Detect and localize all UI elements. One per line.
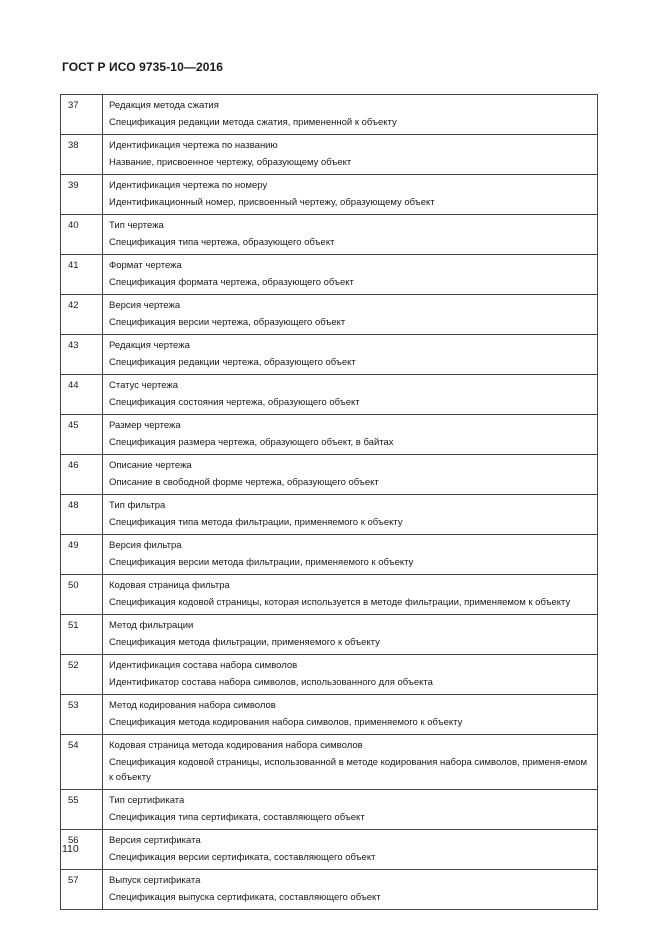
item-description: Спецификация типа метода фильтрации, применяемого к объекту xyxy=(109,517,403,528)
item-title: Выпуск сертификата xyxy=(109,875,201,886)
table-row xyxy=(61,95,598,135)
row-number: 44 xyxy=(61,375,103,415)
table-row xyxy=(61,215,598,255)
item-title: Версия чертежа xyxy=(109,300,181,311)
row-number: 56 xyxy=(61,830,103,870)
item-title: Редакция метода сжатия xyxy=(109,100,219,111)
row-number: 37 xyxy=(61,95,103,135)
row-number: 38 xyxy=(61,135,103,175)
item-description: Спецификация метода кодирования набора символов, применяемого к объекту xyxy=(109,717,463,728)
row-number: 43 xyxy=(61,335,103,375)
row-content xyxy=(103,295,598,335)
table-row xyxy=(61,455,598,495)
row-content xyxy=(103,535,598,575)
row-number: 55 xyxy=(61,790,103,830)
row-number: 48 xyxy=(61,495,103,535)
item-title: Метод фильтрации xyxy=(109,620,194,631)
page-number: 110 xyxy=(62,843,79,855)
row-number: 45 xyxy=(61,415,103,455)
table-row xyxy=(61,655,598,695)
item-title: Редакция чертежа xyxy=(109,340,190,351)
specification-table xyxy=(60,94,598,910)
item-description: Идентификатор состава набора символов, использованного для объекта xyxy=(109,677,433,688)
item-title: Размер чертежа xyxy=(109,420,181,431)
item-description: Спецификация кодовой страницы, использованной в методе кодирования набора символов, применя-емом к объекту xyxy=(109,757,588,783)
row-number: 42 xyxy=(61,295,103,335)
table-row xyxy=(61,415,598,455)
row-content xyxy=(103,870,598,910)
row-content xyxy=(103,135,598,175)
row-content xyxy=(103,175,598,215)
row-content xyxy=(103,455,598,495)
row-number: 50 xyxy=(61,575,103,615)
row-number: 51 xyxy=(61,615,103,655)
item-description: Спецификация версии чертежа, образующего объект xyxy=(109,317,346,328)
item-title: Идентификация чертежа по номеру xyxy=(109,180,268,191)
table-row xyxy=(61,255,598,295)
row-number: 46 xyxy=(61,455,103,495)
item-description: Спецификация редакции чертежа, образующего объект xyxy=(109,357,356,368)
row-content xyxy=(103,735,598,790)
item-title: Тип фильтра xyxy=(109,500,166,511)
item-description: Спецификация формата чертежа, образующего объект xyxy=(109,277,354,288)
row-content xyxy=(103,215,598,255)
item-title: Версия фильтра xyxy=(109,540,182,551)
row-content xyxy=(103,95,598,135)
item-title: Описание чертежа xyxy=(109,460,192,471)
row-number: 39 xyxy=(61,175,103,215)
item-description: Спецификация метода фильтрации, применяемого к объекту xyxy=(109,637,380,648)
row-content xyxy=(103,255,598,295)
specification-table-body xyxy=(61,95,598,910)
item-description: Спецификация редакции метода сжатия, примененной к объекту xyxy=(109,117,397,128)
row-number: 52 xyxy=(61,655,103,695)
row-number: 53 xyxy=(61,695,103,735)
item-title: Статус чертежа xyxy=(109,380,179,391)
item-description: Спецификация версии метода фильтрации, применяемого к объекту xyxy=(109,557,414,568)
row-number: 40 xyxy=(61,215,103,255)
item-description: Описание в свободной форме чертежа, образующего объект xyxy=(109,477,379,488)
table-row xyxy=(61,575,598,615)
item-title: Тип чертежа xyxy=(109,220,164,231)
table-row xyxy=(61,735,598,790)
table-row xyxy=(61,615,598,655)
table-row xyxy=(61,535,598,575)
item-description: Спецификация типа чертежа, образующего объект xyxy=(109,237,335,248)
row-content xyxy=(103,335,598,375)
row-content xyxy=(103,695,598,735)
row-content xyxy=(103,790,598,830)
row-content xyxy=(103,655,598,695)
row-content xyxy=(103,415,598,455)
item-title: Формат чертежа xyxy=(109,260,182,271)
table-row xyxy=(61,375,598,415)
item-description: Спецификация размера чертежа, образующего объект, в байтах xyxy=(109,437,394,448)
item-description: Идентификационный номер, присвоенный чертежу, образующему объект xyxy=(109,197,435,208)
item-description: Спецификация версии сертификата, составляющего объект xyxy=(109,852,376,863)
item-title: Метод кодирования набора символов xyxy=(109,700,276,711)
item-description: Спецификация типа сертификата, составляющего объект xyxy=(109,812,365,823)
item-title: Идентификация чертежа по названию xyxy=(109,140,278,151)
item-description: Название, присвоенное чертежу, образующему объект xyxy=(109,157,352,168)
item-title: Версия сертификата xyxy=(109,835,201,846)
table-row xyxy=(61,495,598,535)
table-row xyxy=(61,135,598,175)
table-row xyxy=(61,695,598,735)
document-header: ГОСТ Р ИСО 9735-10—2016 xyxy=(62,60,224,74)
item-title: Кодовая страница метода кодирования набора символов xyxy=(109,740,363,751)
row-content xyxy=(103,375,598,415)
row-number: 54 xyxy=(61,735,103,790)
table-row xyxy=(61,790,598,830)
item-description: Спецификация выпуска сертификата, составляющего объект xyxy=(109,892,381,903)
row-content xyxy=(103,830,598,870)
item-title: Идентификация состава набора символов xyxy=(109,660,298,671)
table-row xyxy=(61,830,598,870)
table-row xyxy=(61,335,598,375)
table-row xyxy=(61,175,598,215)
item-title: Кодовая страница фильтра xyxy=(109,580,230,591)
row-content xyxy=(103,575,598,615)
table-row xyxy=(61,870,598,910)
row-number: 49 xyxy=(61,535,103,575)
row-number: 41 xyxy=(61,255,103,295)
item-title: Тип сертификата xyxy=(109,795,185,806)
row-content xyxy=(103,495,598,535)
row-number: 57 xyxy=(61,870,103,910)
row-content xyxy=(103,615,598,655)
table-row xyxy=(61,295,598,335)
item-description: Спецификация состояния чертежа, образующего объект xyxy=(109,397,360,408)
item-description: Спецификация кодовой страницы, которая используется в методе фильтрации, применяемом к объекту xyxy=(109,597,571,608)
